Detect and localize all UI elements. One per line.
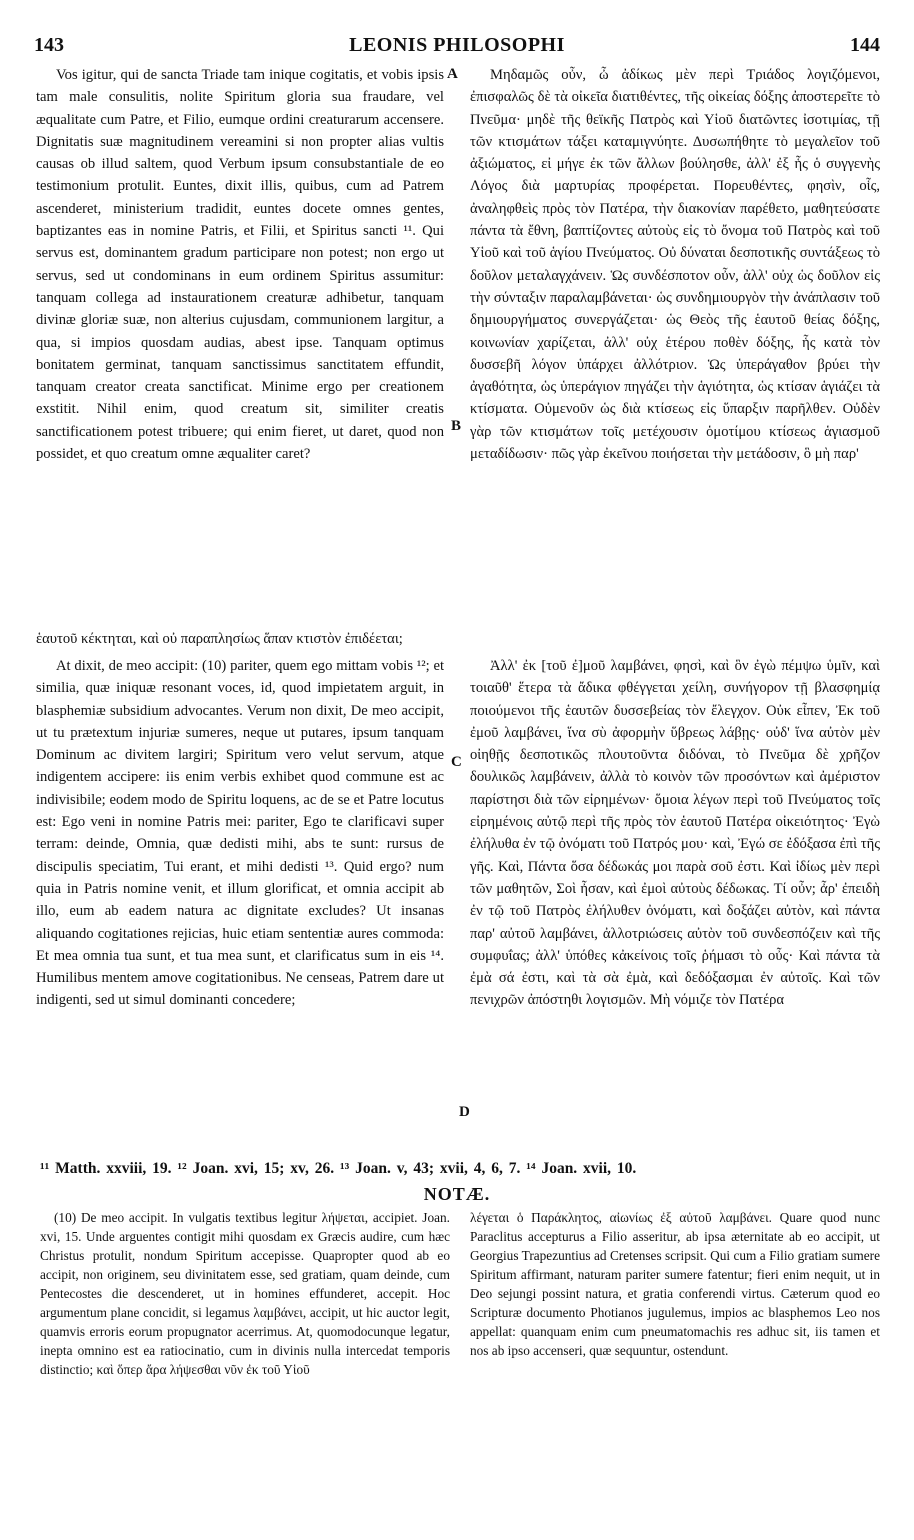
greek-paragraph-2: Ἀλλ' ἐκ [τοῦ ἐ]μοῦ λαμβάνει, φησὶ, καὶ ὃν ἐγὼ πέμψω ὑμῖν, καὶ τοιαῦθ' ἕτερα τὰ ἄδικα φθέγγεται χείλη, συνήγορον τῇ βλασφημίᾳ ποιούμενοι τῆς ἑαυτῶν δυσσεβείας τὸν ἔλεγχον. Οὐκ εἶπεν, Ἐκ τοῦ ἐμοῦ λαμβάνει, ἵνα σὺ ἀφορμὴν ὕβρεως λάβῃς· οὐδ' ἵνα αὐτὸν μὲν οἰηθῇς δεσποτικῶς πλουτοῦντα διδόναι, τὸ Πνεῦμα δὲ χρῆζον δουλικῶς λαμβάνειν, ἀλλὰ τὸ κοινὸν τῶν προσόντων καὶ ἀμέριστον παρίστησι διὰ τῶν εἰρημένων· ὅμοια λέγων περὶ τοῦ Πνεύματος τοῖς εἰρημένοις αὐτῷ περὶ τῆς πρὸς τὸν ἑαυτοῦ Πατέρα οἰκειότητος· Ἐγὼ ἐλήλυθα ἐν τῷ ὀνόματι τοῦ Πατρός μου· καὶ, Ἐγώ σε ἐδόξασα ἐπὶ τῆς γῆς. Καὶ, Πάντα ὅσα δέδωκάς μοι παρὰ σοῦ ἐστι. Καὶ ἰδίως μὲν περὶ τῶν μαθητῶν, Σοὶ ἦσαν, καὶ ἐμοὶ αὐτοὺς δέδωκας. Τί οὖν; ἆρ' ἐπειδὴ ἐν τῷ τοῦ Πατρὸς ἐλήλυθεν ὀνόματι, καὶ δοξάζει αὐτὸν, καὶ πάντα παρ' αὐτοῦ λαμβάνει, ἀλλοτριώσεις αὐτὸν τοῦ συνδεσπόζειν καὶ τῆς συμφυΐας; ἀλλ' ὑπόθες κἀκείνοις τοῖς ῥήμασι τὸ οὖς· Καὶ πάντα τὰ ἐμὰ σά ἐστι, καὶ τὰ σὰ ἐμὰ, καὶ δεδόξασμαι ἐν αὐτοῖς. Καὶ τῶν πενιχρῶν ἀπόστηθι λογισμῶν. Μὴ νόμιζε τὸν Πατέρα	[470, 658, 880, 1009]
latin-paragraph-2: At dixit, de meo accipit: (10) pariter, quem ego mittam vobis ¹²; et similia, quæ iniquæ resonant voces, id, quod impietatem arguit, in blasphemiæ subsidium advocantes. Verum non dixit, De meo accipit, ut tu prætextum injuriæ sumeres, neque ut putares, ipsum tanquam Dominum ac divitem largiri; Spiritum vero velut servum, atque indigentem accipere: iis enim verbis exhibet quod commune est ac indivisibile; eodem modo de Spiritu loquens, ac de se et Patre locutus est: Ego veni in nomine Patris mei: pariter, Ego te clarificavi super terram: deinde, Omnia, quæ dedisti mihi, abs te sunt: rursus de discipulis speciatim, Tui erant, et mihi dedisti ¹³. Quid ergo? num quia in Patris nomine venit, et illum glorificat, et omnia accipit ab illo, eum ab eadem natura ac dignitate excludes? Ut insanas aliquando cogitationes rejicias, huic etiam sententiæ aures commoda: Et mea omnia tua sunt, et tua mea sunt, et clarificatus sum in eis ¹⁴. Humilibus mentem amove cogitationibus. Ne censeas, Patrem dare ut indigenti, sed ut simul dominanti concedere;	[36, 658, 444, 1009]
latin-paragraph-1: Vos igitur, qui de sancta Triade tam inique cogitatis, et vobis ipsis tam male consulitis, nolite Spiritum gloria sua fraudare, vel æqualitate cum Patre, et Filio, eumque ordini creaturarum accensere. Dignitatis suæ magnitudinem vereamini si non propter alias vultis causas ob illud saltem, quod Verbum ipsum consubstantiale de eo testimonium protulit. Euntes, dixit illis, quibus, cum ad Patrem ascenderet, ministerium tradidit, euntes docete omnes gentes, baptizantes eas in nomine Patris, et Filii, et Spiritus sancti ¹¹. Qui servus est, dominantem gradum participare non potest; non ergo ut servus, sed ut condominans in eum ordinem Spiritus assumitur: tanquam collega ad instaurationem creaturæ adhibetur, tanquam divinæ gloriæ suæ, non alterius cujusdam, communionem largitur, a qua, si impios quosdam audias, abest ipse. Tanquam optimus bonitatem germinat, tanquam sanctissimus sanctitatem effundit, tanquam creator creata sanctificat. Minime ergo per creationem exstitit. Nihil enim, quod creatum sit, similiter creatis sanctificationem potest tribuere; qui enim fieret, ut daret, quod non possidet, et quo creatum omne æqualiter caret?	[36, 67, 444, 463]
note-10-continuation: λέγεται ὁ Παράκλητος, αἰωνίως ἐξ αὐτοῦ λαμβάνει. Quare quod nunc Paraclitus accepturus a Filio asseritur, ab ipsa æternitate ab eo accipit, ut Georgius Trapezuntius ad Cretenses scripsit. Qui cum a Filio gratiam sumere Spiritum affirmant, naturam pariter sumere fatentur; fieri enim nequit, ut in Deo sejungi possint natura, et gratia conferendi virtus. Cæterum quod eo Scripturæ documento Photianos jugulemus, impios ac blasphemos Leo nos appellat: quanquam enim cum pneumatomachis res adhuc sit, iis tamen et nos ab ipso accenseri, quæ sequuntur, ostendunt.	[470, 1210, 880, 1358]
running-title: LEONIS PHILOSOPHI	[349, 34, 565, 56]
latin-column-section-1	[36, 64, 444, 465]
notes-heading: NOTÆ.	[423, 1184, 491, 1204]
margin-marker-b: B	[451, 418, 462, 434]
greek-paragraph-1: Μηδαμῶς οὖν, ὦ ἀδίκως μὲν περὶ Τριάδος λογιζόμενοι, ἐπισφαλῶς δὲ τὰ οἰκεῖα διατιθέντες, τῆς οἰκείας δόξης ἀποστερεῖτε τὸ Πνεῦμα· μηδὲ τῆς θεϊκῆς Πατρὸς καὶ Υἱοῦ διατῶντες ἰσοτιμίας, τῇ τῶν κτισμάτων τάξει καταμιγνύητε. Δυσωπήθητε τὸ μεγαλεῖον τοῦ ἀξιώματος, εἰ μήγε ἐκ τῶν ἄλλων βούλησθε, ἀλλ' ἐξ ἧς ὁ συγγενὴς Λόγος διὰ μαρτυρίας προφέρεται. Πορευθέντες, φησὶν, οἷς, ἀναληφθεὶς πρὸς τὸν Πατέρα, τὴν διακονίαν παρέθετο, μαθητεύσατε πάντα τὰ ἔθνη, βαπτίζοντες αὐτοὺς εἰς τὸ ὄνομα τοῦ Πατρὸς καὶ τοῦ Υἱοῦ καὶ τοῦ ἁγίου Πνεύματος. Οὐ δύναται δεσποτικῆς συντάξεως τὸ δοῦλον μεταλαγχάνειν. Ὡς συνδέσποτον οὖν, ἀλλ' οὐχ ὡς δοῦλον εἰς τὴν σύνταξιν παραλαμβάνεται· ὡς συνδημιουργὸν τὴν ἀνάπλασιν τοῦ δημιουργήματος συνεργάζεται· ὡς Θεὸς τῆς ἑαυτοῦ θείας δόξης, κοινωνίαν χαρίζεται, ἀλλ' οὐχ ἑτέρου ποθὲν δόξης, ἧς κατὰ τὸν δυσσεβῆ λόγον ὑπάρχει ἀλλότριον. Ὡς ὑπεράγαθον βρύει τὴν ἀγαθότητα, ὡς ὑπεράγιον πηγάζει τὴν ἁγιότητα, ὡς κτίσαν ἁγιάζει τὰ κτίσματα. Οὐμενοῦν ὡς διὰ κτίσεως εἰς ὕπαρξιν παρῆλθεν. Οὐδὲν γὰρ τῶν κτισμάτων τοῖς μετέχουσιν ὁμοτίμου κτίσεως ἁγιασμοῦ μεταδίδωσιν· πῶς γὰρ ἐκεῖνου ποιήσεται τὴν μετάδοσιν, ὃ μὴ παρ'	[470, 67, 880, 463]
margin-marker-a: A	[447, 66, 458, 82]
greek-straddle-line: ἑαυτοῦ κέκτηται, καὶ οὐ παραπλησίως ἅπαν κτιστὸν ἐπιδέεται;	[36, 631, 403, 647]
page-header	[34, 34, 880, 62]
margin-marker-d: D	[459, 1104, 470, 1120]
notes-left-column	[40, 1208, 450, 1379]
notes-right-column	[470, 1208, 880, 1360]
scripture-references: ¹¹ Matth. xxviii, 19. ¹² Joan. xvi, 15; xv, 26. ¹³ Joan. v, 43; xvii, 4, 6, 7. ¹⁴ Joan. xvii, 10.	[40, 1160, 637, 1177]
latin-column-section-2	[36, 655, 444, 1012]
page-number-right: 144	[850, 34, 880, 56]
greek-column-section-1	[470, 64, 880, 465]
page-number-left: 143	[34, 34, 64, 56]
margin-marker-c: C	[451, 754, 462, 770]
greek-column-section-2	[470, 655, 880, 1012]
note-10-latin: (10) De meo accipit. In vulgatis textibus legitur λήψεται, accipiet. Joan. xvi, 15. Unde arguentes contigit mihi quosdam ex Græcis audire, cum hæc Christus protulit, nondum Spiritum accepisse. Quapropter quod ab eo accipit, non originem, seu divinitatem esse, sed gratiam, quam deinde, cum Pentecostes die descenderet, ut in homines effunderet, accepit. Hoc argumentum plane concidit, si legamus λαμβάνει, accipit, ut hic auctor legit, quamvis erroris eorum propugnator acerrimus. At, quomodocunque legatur, inepta omnino est ea ratiocinatio, cum in divinis nulla intercedat temporis distinctio; καὶ ὅπερ ἄρα λήψεσθαι νῦν ἐκ τοῦ Υἱοῦ	[40, 1210, 450, 1377]
